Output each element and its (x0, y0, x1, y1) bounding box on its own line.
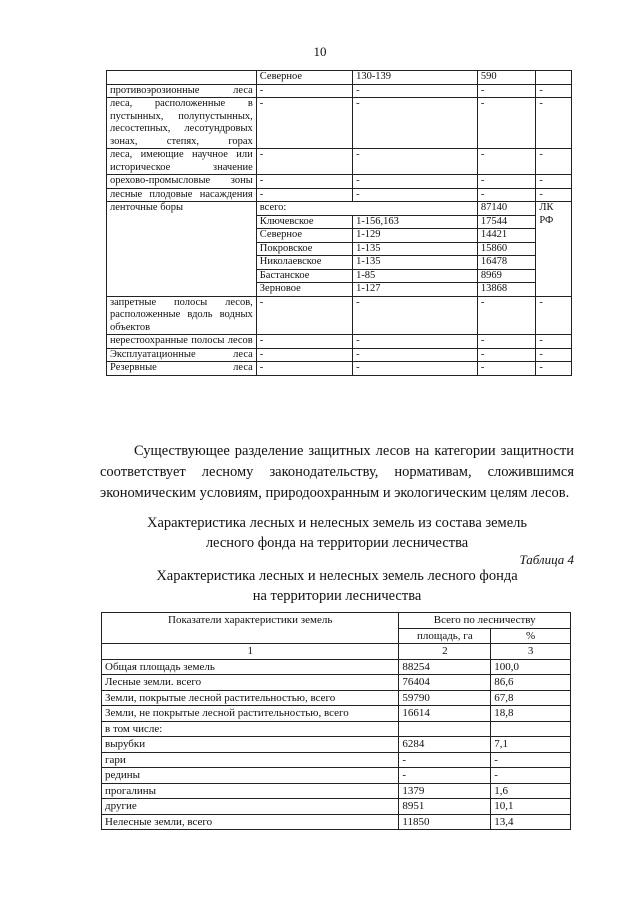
table-row (107, 348, 572, 362)
area-cell: 59790 (399, 690, 491, 706)
value-cell: - (536, 335, 572, 349)
table-row (107, 175, 572, 189)
value-cell: - (536, 84, 572, 98)
category-cell: запретные полосы лесов, расположенные вдоль водных объектов (107, 296, 257, 335)
table-row (102, 737, 571, 753)
paragraph: Существующее разделение защитных лесов на категории защитности соответствует лесному законодательству, нормативам, сложившимся экономическим условиям, природоохранным и экологическим целям лесов. (100, 443, 574, 501)
forestry-name-cell: Ключевское (256, 215, 352, 229)
category-cell: Эксплуатационные леса (107, 348, 257, 362)
category-cell: орехово-промысловые зоны (107, 175, 257, 189)
table-row (107, 202, 572, 216)
header-area: площадь, га (399, 628, 491, 644)
area-cell (399, 721, 491, 737)
forestry-name-cell: Николаевское (256, 256, 352, 270)
percent-cell: 13,4 (491, 814, 571, 830)
indicator-cell: Земли, не покрытые лесной растительностью, всего (102, 706, 399, 722)
value-cell: - (536, 188, 572, 202)
document-cell: ЛК РФ (536, 202, 572, 297)
percent-cell: 1,6 (491, 783, 571, 799)
table-row (102, 675, 571, 691)
value-cell: - (256, 84, 352, 98)
header-indicator: Показатели характеристики земель (102, 613, 399, 644)
quarters-cell: 1-85 (353, 269, 478, 283)
table-row (102, 690, 571, 706)
value-cell: - (353, 348, 478, 362)
value-cell: - (477, 84, 536, 98)
category-cell: противоэрозионные леса (107, 84, 257, 98)
forestry-name-cell: всего: (256, 202, 477, 216)
table-header-row (102, 613, 571, 629)
section-heading-line-2: лесного фонда на территории лесничества (205, 535, 469, 551)
value-cell: - (256, 296, 352, 335)
value-cell: 130-139 (353, 71, 478, 85)
value-cell: - (256, 175, 352, 189)
category-cell: ленточные боры (107, 202, 257, 297)
value-cell: - (477, 362, 536, 376)
value-cell: - (536, 98, 572, 149)
forestry-name-cell: Северное (256, 229, 352, 243)
table-title (100, 566, 574, 606)
indicator-cell: Лесные земли. всего (102, 675, 399, 691)
area-cell: 87140 (477, 202, 536, 216)
value-cell: - (353, 296, 478, 335)
indicator-cell: редины (102, 768, 399, 784)
value-cell: - (536, 362, 572, 376)
table-row (107, 71, 572, 85)
area-cell: 88254 (399, 659, 491, 675)
area-cell: 16478 (477, 256, 536, 270)
area-cell: - (399, 752, 491, 768)
area-cell: 1379 (399, 783, 491, 799)
percent-cell: 18,8 (491, 706, 571, 722)
header-pct: % (491, 628, 571, 644)
table-row (102, 799, 571, 815)
indicator-cell: в том числе: (102, 721, 399, 737)
area-cell: 16614 (399, 706, 491, 722)
area-cell: 14421 (477, 229, 536, 243)
table-label: Таблица 4 (519, 552, 574, 567)
value-cell: - (477, 175, 536, 189)
table-row (102, 659, 571, 675)
table-title-line-1: Характеристика лесных и нелесных земель лесного фонда (156, 568, 518, 584)
area-cell: 76404 (399, 675, 491, 691)
value-cell: - (353, 175, 478, 189)
category-cell: нерестоохранные полосы лесов (107, 335, 257, 349)
table-row (102, 721, 571, 737)
value-cell: - (477, 98, 536, 149)
area-cell: 8969 (477, 269, 536, 283)
col-number: 1 (102, 644, 399, 660)
quarters-cell: 1-127 (353, 283, 478, 297)
value-cell: - (256, 149, 352, 175)
value-cell: - (256, 348, 352, 362)
area-cell: 6284 (399, 737, 491, 753)
value-cell: - (353, 362, 478, 376)
table-row (107, 296, 572, 335)
category-cell: Резервные леса (107, 362, 257, 376)
percent-cell: 7,1 (491, 737, 571, 753)
table-row (107, 149, 572, 175)
area-cell: 17544 (477, 215, 536, 229)
area-cell: 11850 (399, 814, 491, 830)
col-number: 2 (399, 644, 491, 660)
table-row (102, 706, 571, 722)
value-cell: - (256, 188, 352, 202)
value-cell: - (536, 348, 572, 362)
indicator-cell: вырубки (102, 737, 399, 753)
value-cell: - (353, 335, 478, 349)
quarters-cell: 1-129 (353, 229, 478, 243)
area-cell: 15860 (477, 242, 536, 256)
value-cell: - (353, 149, 478, 175)
value-cell: - (477, 296, 536, 335)
area-cell: 13868 (477, 283, 536, 297)
percent-cell: - (491, 768, 571, 784)
value-cell: - (477, 348, 536, 362)
category-cell: лесные плодовые насаждения (107, 188, 257, 202)
header-total: Всего по лесничеству (399, 613, 571, 629)
indicator-cell: гари (102, 752, 399, 768)
indicator-cell: Нелесные земли, всего (102, 814, 399, 830)
protective-forests-table (106, 70, 572, 376)
table-row (107, 84, 572, 98)
value-cell: - (536, 296, 572, 335)
quarters-cell: 1-156,163 (353, 215, 478, 229)
value-cell (107, 71, 257, 85)
indicator-cell: Общая площадь земель (102, 659, 399, 675)
value-cell: - (536, 149, 572, 175)
value-cell: - (256, 98, 352, 149)
section-heading (100, 513, 574, 553)
table-row (107, 188, 572, 202)
table-row (102, 768, 571, 784)
percent-cell: 10,1 (491, 799, 571, 815)
table-row (102, 814, 571, 830)
page-number: 10 (313, 44, 327, 59)
forestry-name-cell: Бастанское (256, 269, 352, 283)
forestry-name-cell: Покровское (256, 242, 352, 256)
quarters-cell: 1-135 (353, 256, 478, 270)
value-cell (536, 71, 572, 85)
value-cell: - (256, 362, 352, 376)
percent-cell: 86,6 (491, 675, 571, 691)
table-row (102, 752, 571, 768)
value-cell: - (353, 84, 478, 98)
value-cell: - (477, 149, 536, 175)
indicator-cell: прогалины (102, 783, 399, 799)
table-row (107, 335, 572, 349)
table-title-line-2: на территории лесничества (252, 588, 422, 604)
value-cell: - (353, 98, 478, 149)
value-cell: - (536, 175, 572, 189)
area-cell: - (399, 768, 491, 784)
indicator-cell: другие (102, 799, 399, 815)
value-cell: - (353, 188, 478, 202)
category-cell: леса, имеющие научное или историческое значение (107, 149, 257, 175)
percent-cell: 100,0 (491, 659, 571, 675)
percent-cell (491, 721, 571, 737)
table-row (107, 98, 572, 149)
value-cell: Северное (256, 71, 352, 85)
percent-cell: 67,8 (491, 690, 571, 706)
col-number: 3 (491, 644, 571, 660)
indicator-cell: Земли, покрытые лесной растительностью, всего (102, 690, 399, 706)
area-cell: 8951 (399, 799, 491, 815)
forestry-name-cell: Зерновое (256, 283, 352, 297)
category-cell: леса, расположенные в пустынных, полупустынных, лесостепных, лесотундровых зонах, степях, горах (107, 98, 257, 149)
quarters-cell: 1-135 (353, 242, 478, 256)
value-cell: 590 (477, 71, 536, 85)
value-cell: - (477, 188, 536, 202)
table-row (102, 783, 571, 799)
column-number-row (102, 644, 571, 660)
percent-cell: - (491, 752, 571, 768)
section-heading-line-1: Характеристика лесных и нелесных земель из состава земель (146, 515, 528, 531)
value-cell: - (477, 335, 536, 349)
value-cell: - (256, 335, 352, 349)
land-characteristics-table (101, 612, 571, 830)
table-row (107, 362, 572, 376)
